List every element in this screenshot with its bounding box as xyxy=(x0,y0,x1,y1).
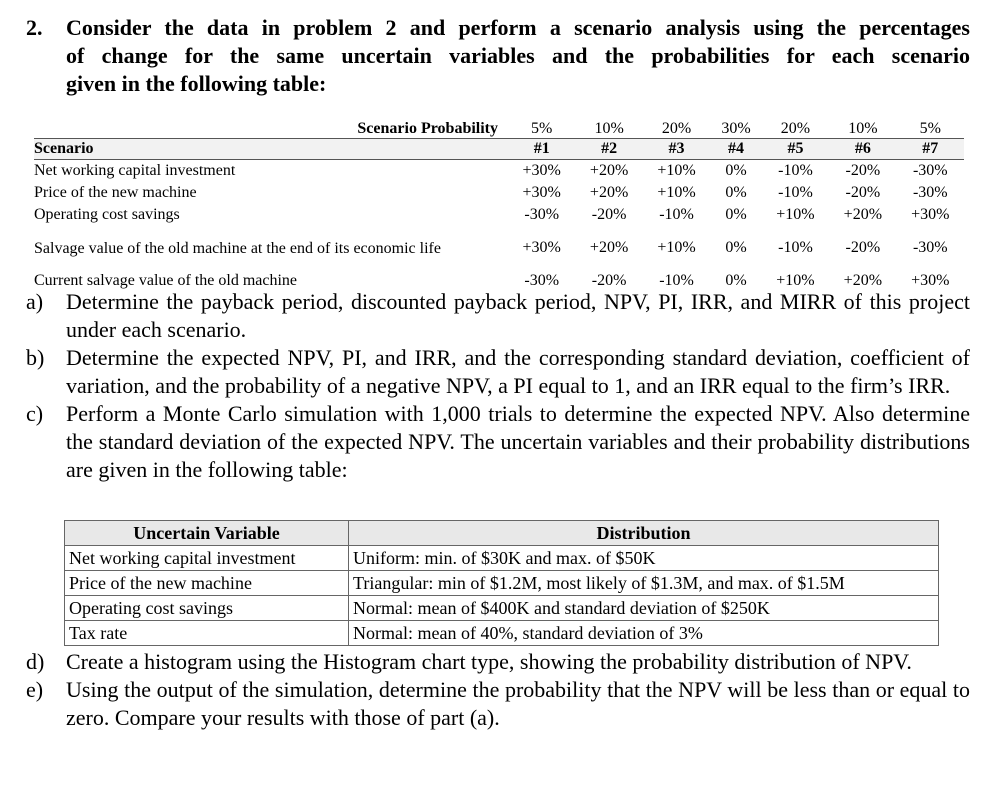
table-cell: -10% xyxy=(659,206,694,223)
question-line: of change for the same uncertain variables and the probabilities for each scenario xyxy=(66,43,970,68)
probability-cell: 10% xyxy=(848,120,878,137)
scenario-header-cell: #4 xyxy=(710,139,762,160)
row-label: Current salvage value of the old machine xyxy=(34,272,298,289)
probability-label: Scenario Probability xyxy=(357,120,498,137)
part-text: Create a histogram using the Histogram chart type, showing the probability distribution of NPV. xyxy=(66,649,912,674)
table-cell: -30% xyxy=(524,272,560,289)
table-cell: +30% xyxy=(522,184,561,201)
part-label: a) xyxy=(26,289,44,314)
table-cell: +30% xyxy=(522,239,561,256)
table-cell: -30% xyxy=(524,206,560,223)
scenario-header-cell: #5 xyxy=(762,139,829,160)
scenario-header-cell: #6 xyxy=(829,139,896,160)
probability-cell: 5% xyxy=(919,120,941,137)
probability-cell: 20% xyxy=(661,120,692,137)
table-cell: -10% xyxy=(778,239,813,256)
table-row xyxy=(34,226,964,270)
table-cell: -30% xyxy=(912,184,948,201)
probability-cell: 20% xyxy=(780,120,811,137)
table-cell: 0% xyxy=(725,184,747,201)
table-cell: 0% xyxy=(725,162,747,179)
variable-cell: Tax rate xyxy=(65,621,349,646)
table-cell: -10% xyxy=(659,272,694,289)
table-cell: +10% xyxy=(657,184,696,201)
column-header: Uncertain Variable xyxy=(65,521,349,546)
part-e xyxy=(26,676,970,732)
probability-row xyxy=(34,116,964,139)
table-cell: +20% xyxy=(589,162,629,179)
part-label: e) xyxy=(26,677,44,702)
row-label: Salvage value of the old machine at the end of its economic life xyxy=(34,239,441,257)
part-d xyxy=(26,648,970,676)
part-label: c) xyxy=(26,401,44,426)
scenario-header-cell: #3 xyxy=(643,139,710,160)
distribution-table xyxy=(64,520,939,646)
distribution-cell: Normal: mean of $400K and standard deviation of $250K xyxy=(349,596,939,621)
part-label: d) xyxy=(26,649,45,674)
table-cell: +20% xyxy=(843,272,883,289)
column-header: Distribution xyxy=(349,521,939,546)
scenario-table xyxy=(34,116,964,292)
part-text: Using the output of the simulation, determine the probability that the NPV will be less than or equal to zero. Compare your results with those of part (a). xyxy=(66,677,970,730)
question-parts xyxy=(26,288,970,484)
distribution-header-row xyxy=(65,521,939,546)
table-cell: +30% xyxy=(911,206,950,223)
table-row xyxy=(65,571,939,596)
part-text: Determine the payback period, discounted payback period, NPV, PI, IRR, and MIRR of this project under each scenario. xyxy=(66,289,970,342)
table-row xyxy=(34,182,964,204)
distribution-cell: Normal: mean of 40%, standard deviation of 3% xyxy=(349,621,939,646)
scenario-header-label: Scenario xyxy=(34,139,508,160)
row-label: Net working capital investment xyxy=(34,162,236,179)
table-cell: +30% xyxy=(911,272,950,289)
part-text: Perform a Monte Carlo simulation with 1,000 trials to determine the expected NPV. Also determine the standard deviation of the expected NPV. The uncertain variables and their probability distributions are given in the following table: xyxy=(66,401,970,482)
table-cell: 0% xyxy=(725,206,747,223)
scenario-header-cell: #2 xyxy=(575,139,642,160)
table-cell: -30% xyxy=(912,239,948,256)
question-parts-continued xyxy=(26,648,970,732)
variable-cell: Price of the new machine xyxy=(65,571,349,596)
table-row xyxy=(65,596,939,621)
scenario-header-cell: #1 xyxy=(508,139,575,160)
table-cell: 0% xyxy=(725,239,747,256)
variable-cell: Operating cost savings xyxy=(65,596,349,621)
part-label: b) xyxy=(26,345,45,370)
question-text xyxy=(66,14,970,98)
table-cell: -20% xyxy=(591,206,627,223)
table-cell: +10% xyxy=(776,206,815,223)
probability-cell: 10% xyxy=(594,120,624,137)
question-line: given in the following table: xyxy=(66,71,327,96)
table-cell: +10% xyxy=(657,239,696,256)
probability-cell: 5% xyxy=(531,120,553,137)
table-row xyxy=(65,546,939,571)
probability-cell: 30% xyxy=(721,120,751,137)
table-cell: -20% xyxy=(845,162,881,179)
variable-cell: Net working capital investment xyxy=(65,546,349,571)
part-a xyxy=(26,288,970,344)
question-number: 2. xyxy=(26,15,43,40)
table-row xyxy=(34,204,964,226)
distribution-cell: Triangular: min of $1.2M, most likely of $1.3M, and max. of $1.5M xyxy=(349,571,939,596)
table-cell: -20% xyxy=(591,272,627,289)
table-cell: -10% xyxy=(778,162,813,179)
table-cell: +10% xyxy=(657,162,696,179)
scenario-header-row xyxy=(34,139,964,160)
table-cell: +20% xyxy=(843,206,883,223)
table-cell: +20% xyxy=(589,239,629,256)
table-cell: +10% xyxy=(776,272,815,289)
question-line: Consider the data in problem 2 and perform a scenario analysis using the percentages xyxy=(66,15,970,40)
table-cell: -20% xyxy=(845,184,881,201)
table-cell: +20% xyxy=(589,184,629,201)
distribution-cell: Uniform: min. of $30K and max. of $50K xyxy=(349,546,939,571)
row-label: Operating cost savings xyxy=(34,206,180,223)
table-cell: -10% xyxy=(778,184,813,201)
table-cell: +30% xyxy=(522,162,561,179)
table-row xyxy=(65,621,939,646)
part-c xyxy=(26,400,970,484)
table-row xyxy=(34,160,964,183)
part-b xyxy=(26,344,970,400)
question-heading xyxy=(26,14,970,98)
table-cell: -20% xyxy=(845,239,881,256)
row-label: Price of the new machine xyxy=(34,184,197,201)
table-cell: 0% xyxy=(725,272,747,289)
scenario-header-cell: #7 xyxy=(897,139,964,160)
table-cell: -30% xyxy=(912,162,948,179)
part-text: Determine the expected NPV, PI, and IRR, and the corresponding standard deviation, coefficient of variation, and the probability of a negative NPV, a PI equal to 1, and an IRR equal to the firm’s IRR. xyxy=(66,345,970,398)
